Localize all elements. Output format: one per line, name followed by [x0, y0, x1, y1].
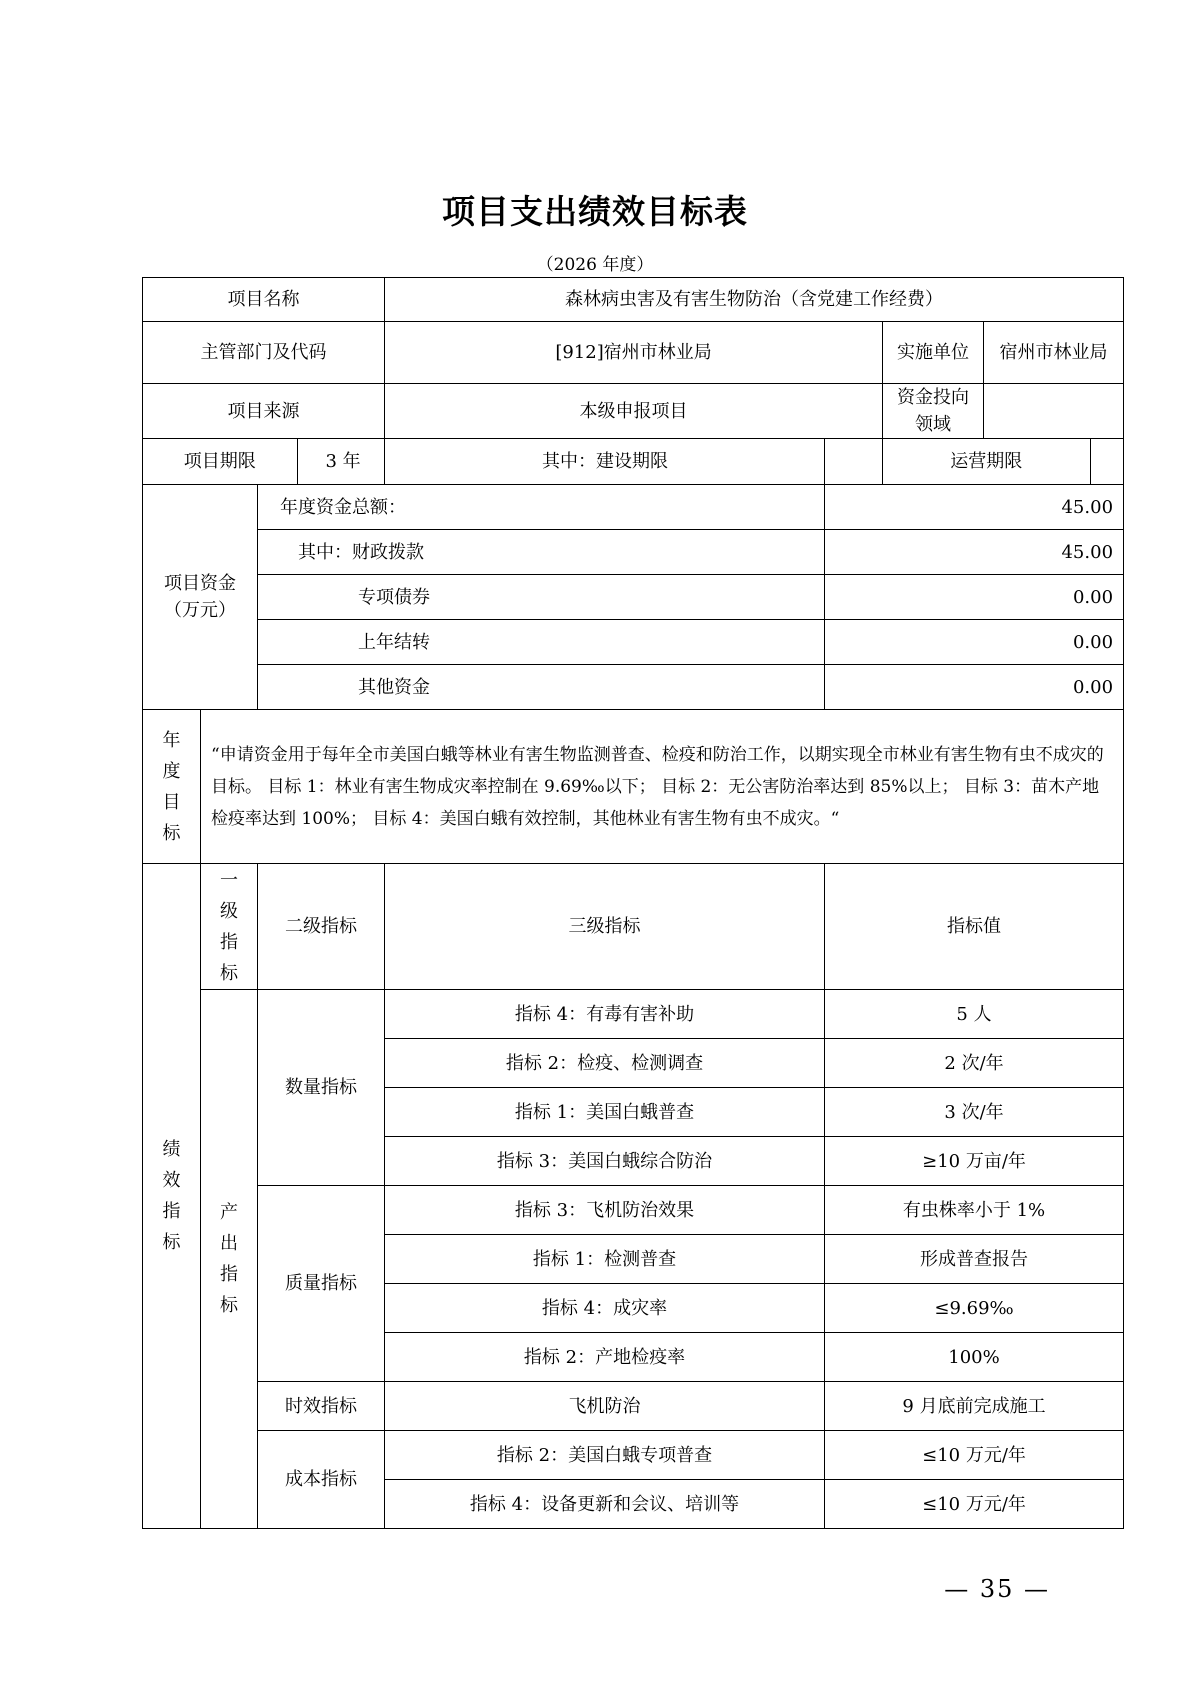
- indicator-value: ≥10 万亩/年: [825, 1137, 1124, 1186]
- indicator-value: ≤9.69‰: [825, 1284, 1124, 1333]
- funds-row-label: 专项债券: [258, 575, 825, 620]
- indicator-value: 9 月底前完成施工: [825, 1382, 1124, 1431]
- indicator-value: 100%: [825, 1333, 1124, 1382]
- indicator-name: 指标 4：成灾率: [385, 1284, 825, 1333]
- indicator-name: 指标 1：检测普查: [385, 1235, 825, 1284]
- indicator-value: 5 人: [825, 990, 1124, 1039]
- table-row: [143, 1382, 1124, 1431]
- funds-row-label: 上年结转: [258, 620, 825, 665]
- indicator-value: 有虫株率小于 1%: [825, 1186, 1124, 1235]
- indicator-name: 指标 1：美国白蛾普查: [385, 1088, 825, 1137]
- period-value: 3 年: [325, 451, 361, 472]
- row-annual-goal: [143, 710, 1124, 864]
- op-period-cell: [883, 439, 1124, 485]
- indicator-name: 指标 3：美国白蛾综合防治: [385, 1137, 825, 1186]
- level2-cost: 成本指标: [258, 1431, 385, 1529]
- row-funds-bond: [143, 575, 1124, 620]
- indicator-value: ≤10 万元/年: [825, 1431, 1124, 1480]
- funds-row-label: 其他资金: [258, 665, 825, 710]
- level2-quantity: 数量指标: [258, 990, 385, 1186]
- op-period-value: [1090, 439, 1124, 484]
- header-level3: 三级指标: [385, 864, 825, 990]
- build-period-split: [385, 439, 825, 484]
- indicator-name: 指标 2：产地检疫率: [385, 1333, 825, 1382]
- page-number: — 35 —: [944, 1575, 1050, 1603]
- indicator-name: 飞机防治: [385, 1382, 825, 1431]
- annual-goal-label: 年 度 目 标: [143, 710, 201, 864]
- table-row: [143, 990, 1124, 1039]
- period-label-split: [143, 439, 385, 484]
- indicator-value: 3 次/年: [825, 1088, 1124, 1137]
- funds-row-label: 年度资金总额：: [258, 485, 825, 530]
- invest-field-value: [984, 384, 1124, 439]
- indicator-name: 指标 4：有毒有害补助: [385, 990, 825, 1039]
- indicator-name: 指标 2：检疫、检测调查: [385, 1039, 825, 1088]
- table-row: [143, 1186, 1124, 1235]
- funds-row-value: 45.00: [825, 485, 1124, 530]
- source-label: 项目来源: [143, 384, 385, 439]
- funds-label-line2: （万元）: [164, 600, 236, 621]
- performance-label: 绩 效 指 标: [143, 864, 201, 1529]
- row-indicator-header: [143, 864, 1124, 990]
- row-funds-carryover: [143, 620, 1124, 665]
- indicator-value: ≤10 万元/年: [825, 1480, 1124, 1529]
- period-label: 项目期限: [143, 439, 297, 484]
- department-value: [912]宿州市林业局: [385, 322, 883, 384]
- indicator-name: 指标 3：飞机防治效果: [385, 1186, 825, 1235]
- project-name-label: 项目名称: [143, 278, 385, 322]
- funds-row-value: 45.00: [825, 530, 1124, 575]
- op-period-split: [883, 439, 1124, 484]
- row-funds-total: [143, 485, 1124, 530]
- funds-row-label: 其中：财政拨款: [258, 530, 825, 575]
- funds-label-line1: 项目资金: [164, 573, 236, 594]
- row-project-name: [143, 278, 1124, 322]
- source-value: 本级申报项目: [385, 384, 883, 439]
- performance-target-table: [142, 277, 1124, 1529]
- indicator-name: 指标 4：设备更新和会议、培训等: [385, 1480, 825, 1529]
- build-period-cell: [385, 439, 825, 485]
- implementer-label: 实施单位: [883, 322, 984, 384]
- annual-goal-text: “申请资金用于每年全市美国白蛾等林业有害生物监测普查、检疫和防治工作，以期实现全市林业有害生物有虫不成灾的目标。 目标 1：林业有害生物成灾率控制在 9.69‰以下； 目标 2：无公害防治率达到 85%以上； 目标 3：苗木产地检疫率达到 100%； 目标 4：美国白蛾有效控制，其他林业有害生物有虫不成灾。“: [201, 710, 1124, 864]
- period-label-cell: [143, 439, 385, 485]
- funds-row-value: 0.00: [825, 665, 1124, 710]
- invest-field-label: 资金投向领域: [883, 384, 984, 439]
- level2-timeliness: 时效指标: [258, 1382, 385, 1431]
- indicator-value: 2 次/年: [825, 1039, 1124, 1088]
- level1-output: 产 出 指 标: [201, 990, 258, 1529]
- page-title: 项目支出绩效目标表: [442, 192, 748, 231]
- build-period-value: [825, 439, 883, 485]
- header-level2: 二级指标: [258, 864, 385, 990]
- build-period-label: 其中：建设期限: [542, 451, 669, 472]
- indicator-name: 指标 2：美国白蛾专项普查: [385, 1431, 825, 1480]
- funds-row-value: 0.00: [825, 620, 1124, 665]
- row-funds-other: [143, 665, 1124, 710]
- level2-quality: 质量指标: [258, 1186, 385, 1382]
- funds-label: [143, 485, 258, 710]
- row-period: [143, 439, 1124, 485]
- indicator-value: 形成普查报告: [825, 1235, 1124, 1284]
- implementer-value: 宿州市林业局: [984, 322, 1124, 384]
- project-name-value: 森林病虫害及有害生物防治（含党建工作经费）: [385, 278, 1124, 322]
- table-row: [143, 1431, 1124, 1480]
- department-label: 主管部门及代码: [143, 322, 385, 384]
- funds-row-value: 0.00: [825, 575, 1124, 620]
- row-source: [143, 384, 1124, 439]
- header-level1: 一 级 指 标: [201, 864, 258, 990]
- fiscal-year: （2026 年度）: [536, 255, 654, 275]
- header-value: 指标值: [825, 864, 1124, 990]
- row-funds-fiscal: [143, 530, 1124, 575]
- row-department: [143, 322, 1124, 384]
- op-period-label: 运营期限: [883, 439, 1090, 484]
